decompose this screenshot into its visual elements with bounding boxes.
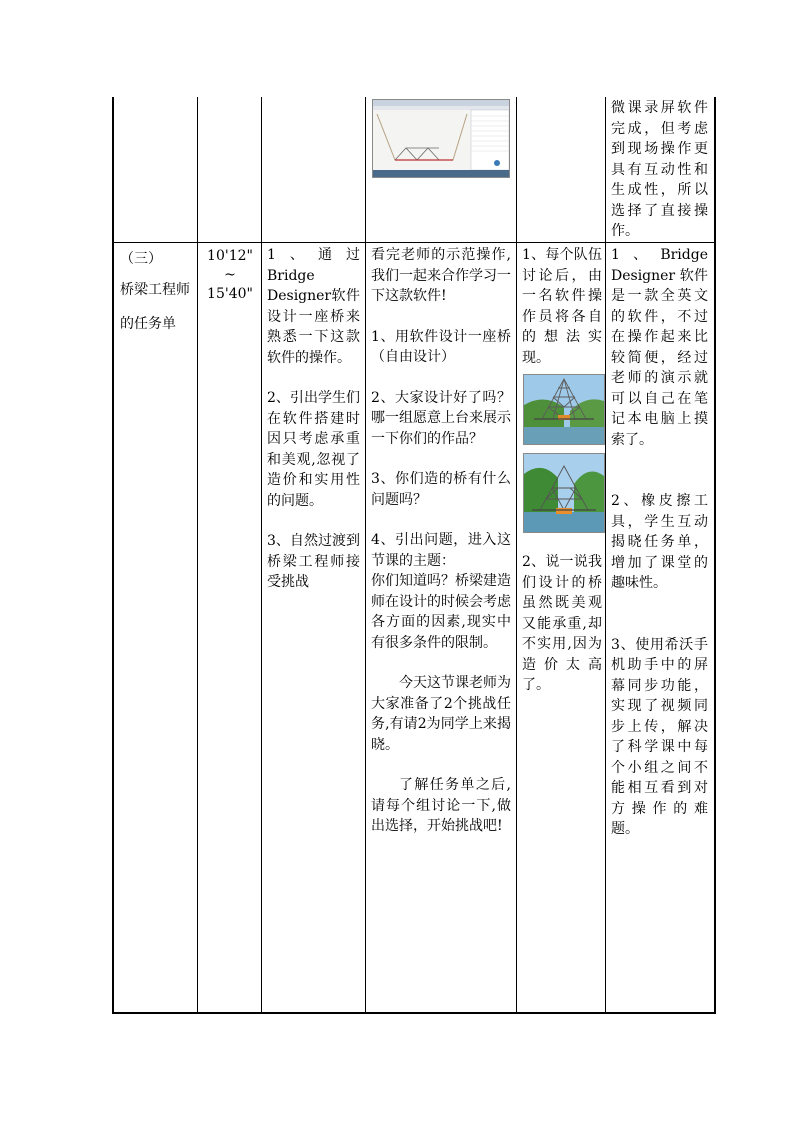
row1-note-text: 微课录屏软件完成，但考虑到现场操作更具有互动性和生成性，所以选择了直接操作。 [611,100,708,239]
bridge-model-image [523,374,605,445]
design-note: 2、橡皮擦工具，学生互动揭晓任务单，增加了课堂的趣味性。 [611,493,708,591]
student-activity-cell [522,245,602,368]
teacher-step: 2、大家设计好了吗？哪一组愿意上台来展示一下你们的作品？ [371,389,511,447]
goal-item: 1、通过Bridge Designer软件设计一座桥来熟悉一下这款软件的操作。 [267,247,360,366]
teacher-step: 3、你们造的桥有什么问题吗？ [371,471,511,508]
software-screenshot [372,99,510,178]
time-end: 15'40" [207,286,253,302]
goal-item: 2、引出学生们在软件搭建时因只考虑承重和美观,忽视了造价和实用性的问题。 [267,390,360,509]
row-divider [114,242,714,243]
time-cell [200,247,260,304]
teacher-step: 今天这节课老师为大家准备了2个挑战任务,有请2为同学上来揭晓。 [371,675,511,753]
design-note: 1、Bridge Designer 软件是一款全英文的软件，不过在操作起来比较简便，经过老师的演示就可以自己在笔记本电脑上摸索了。 [611,247,708,448]
teacher-step: 4、引出问题，进入这节课的主题： [371,532,511,569]
student-activity-cell-2 [522,552,602,696]
goals-cell [267,245,360,593]
time-separator: ~ [224,267,236,283]
row1-notes [611,98,708,242]
teacher-step: 1、用软件设计一座桥（自由设计） [371,328,511,365]
goal-item: 3、自然过渡到桥梁工程师接受挑战 [267,533,360,590]
column-divider [114,97,198,1012]
design-note: 3、使用希沃手机助手中的屏幕同步功能，实现了视频同步上传，解决了科学课中每个小组之间不能相互看到对方操作的难题。 [611,636,708,837]
stage-number: （三） [120,251,162,267]
time-start: 10'12" [207,248,253,264]
teacher-step: 看完老师的示范操作,我们一起来合作学习一下这款软件! [371,247,511,304]
column-divider [198,97,262,1012]
bridge-model-image [523,453,605,533]
design-notes-cell [611,245,708,840]
teacher-step: 了解任务单之后,请每个组讨论一下,做出选择，开始挑战吧! [371,777,511,834]
stage-title: 桥梁工程师的任务单 [120,282,190,332]
student-step: 1、每个队伍讨论后，由一名软件操作员将各自的想法实现。 [522,247,602,366]
lesson-plan-table [112,97,716,1014]
teacher-activity-cell [371,245,511,837]
student-step: 2、说一说我们设计的桥虽然既美观又能承重,却不实用,因为造价太高了。 [522,554,602,693]
stage-cell [120,247,192,341]
teacher-step: 你们知道吗？桥梁建造师在设计的时候会考虑各方面的因素,现实中有很多条件的限制。 [371,573,511,651]
